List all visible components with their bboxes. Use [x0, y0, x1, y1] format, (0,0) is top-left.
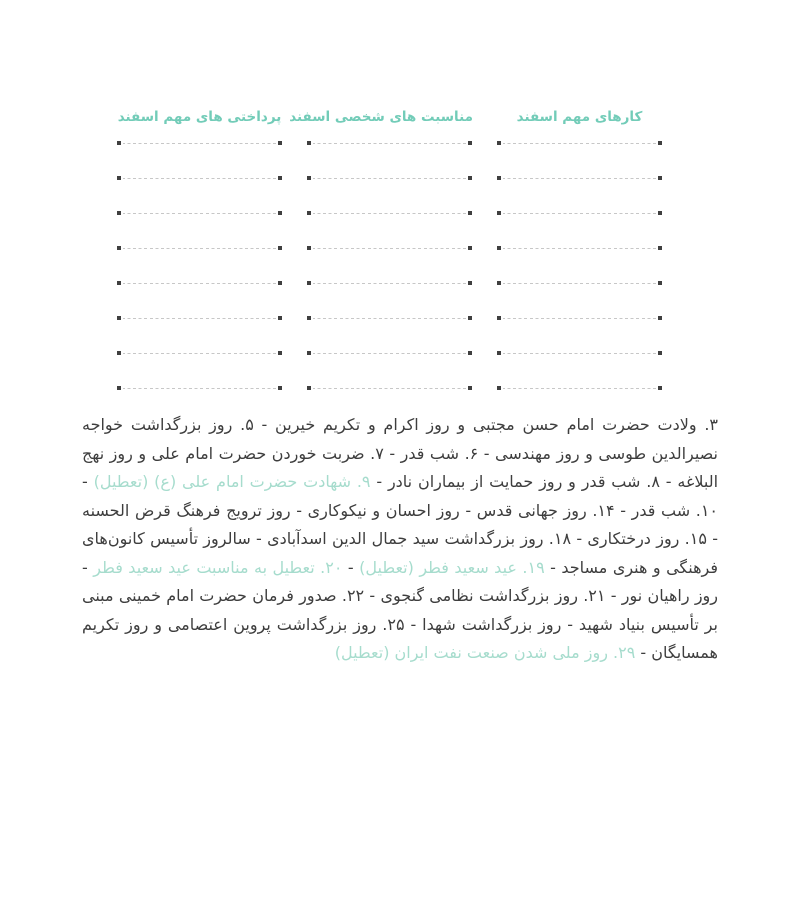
- events-text-segment: - ۱۰. شب قدر - ۱۴. روز جهانی قدس - روز احسان و نیکوکاری - روز ترویج فرهنگ قرض الحسنه - ۱۵. روز درختکاری - ۱۸. روز بزرگداشت سید جمال الدین اسدآبادی - سالروز تأسیس کانون‌های فرهنگی و هنری مساجد -: [82, 472, 719, 577]
- dash-rule: [503, 248, 656, 249]
- dash-rule: [123, 248, 276, 249]
- dash-rule: [313, 248, 466, 249]
- writing-line-slot: [306, 248, 473, 283]
- dash-rule: [313, 353, 466, 354]
- dash-rule: [503, 283, 656, 284]
- dotted-writing-line: [307, 176, 472, 181]
- dotted-writing-line: [117, 246, 282, 251]
- writing-line-slot: [116, 143, 283, 178]
- events-text-segment: ۳. ولادت حضرت امام حسن مجتبی و روز اکرام و تکریم خیرین - ۵. روز بزرگداشت خواجه نصیرالدین طوسی و روز مهندسی - ۶. شب قدر - ۷. ضربت خوردن حضرت امام علی و روز نهج البلاغه - ۸. شب قدر و روز حمایت از بیماران نادر -: [82, 415, 719, 491]
- events-holiday-segment: ۲۹. روز ملی شدن صنعت نفت ایران (تعطیل): [334, 643, 636, 662]
- dash-rule: [123, 178, 276, 179]
- dotted-writing-line: [497, 246, 662, 251]
- writing-line-slot: [496, 178, 663, 213]
- writing-line-slot: [116, 353, 283, 388]
- dotted-writing-line: [497, 386, 662, 391]
- writing-line-slot: [496, 318, 663, 353]
- dash-rule: [313, 178, 466, 179]
- column-title: کارهای مهم اسفند: [516, 109, 643, 125]
- events-holiday-segment: ۹. شهادت حضرت امام علی (ع) (تعطیل): [93, 472, 371, 491]
- events-holiday-segment: ۱۹. عید سعید فطر (تعطیل): [359, 557, 545, 577]
- dash-rule: [313, 318, 466, 319]
- column-title: پرداختی های مهم اسفند: [117, 109, 282, 125]
- dash-rule: [503, 388, 656, 389]
- column-payments: [116, 108, 283, 423]
- writing-lines: [306, 143, 473, 423]
- writing-line-slot: [306, 353, 473, 388]
- writing-line-slot: [496, 213, 663, 248]
- dotted-writing-line: [497, 316, 662, 321]
- dotted-writing-line: [497, 176, 662, 181]
- planner-columns-section: [116, 108, 663, 423]
- writing-line-slot: [306, 213, 473, 248]
- dotted-writing-line: [307, 211, 472, 216]
- dash-rule: [313, 143, 466, 144]
- dotted-writing-line: [117, 281, 282, 286]
- writing-line-slot: [306, 318, 473, 353]
- dash-rule: [503, 178, 656, 179]
- writing-line-slot: [496, 388, 663, 423]
- dotted-writing-line: [307, 386, 472, 391]
- dash-rule: [313, 283, 466, 284]
- dotted-writing-line: [497, 211, 662, 216]
- dash-rule: [123, 213, 276, 214]
- writing-lines: [116, 143, 283, 423]
- dotted-writing-line: [307, 141, 472, 146]
- events-text-segment: -: [342, 557, 360, 577]
- dash-rule: [313, 388, 466, 389]
- dash-rule: [123, 318, 276, 319]
- column-title: مناسبت های شخصی اسفند: [289, 109, 473, 125]
- writing-line-slot: [116, 283, 283, 318]
- writing-line-slot: [306, 283, 473, 318]
- dotted-writing-line: [307, 316, 472, 321]
- events-text-segment: - روز راهیان نور - ۲۱. روز بزرگداشت نظامی گنجوی - ۲۲. صدور فرمان حضرت امام خمینی مبنی بر تأسیس بنیاد شهید - روز بزرگداشت شهدا - ۲۵. روز بزرگداشت پروین اعتصامی و روز تکریم همسایگان -: [82, 557, 719, 662]
- column-important-tasks: [496, 108, 663, 423]
- dotted-writing-line: [117, 316, 282, 321]
- writing-line-slot: [496, 143, 663, 178]
- writing-line-slot: [116, 178, 283, 213]
- writing-line-slot: [496, 353, 663, 388]
- dash-rule: [313, 213, 466, 214]
- dotted-writing-line: [307, 281, 472, 286]
- dotted-writing-line: [497, 351, 662, 356]
- writing-line-slot: [306, 388, 473, 423]
- writing-line-slot: [116, 318, 283, 353]
- dotted-writing-line: [117, 351, 282, 356]
- writing-line-slot: [496, 283, 663, 318]
- dotted-writing-line: [497, 281, 662, 286]
- writing-line-slot: [116, 213, 283, 248]
- dotted-writing-line: [307, 351, 472, 356]
- dotted-writing-line: [307, 246, 472, 251]
- dash-rule: [123, 143, 276, 144]
- dotted-writing-line: [497, 141, 662, 146]
- writing-line-slot: [496, 248, 663, 283]
- dash-rule: [503, 353, 656, 354]
- dash-rule: [123, 283, 276, 284]
- writing-line-slot: [116, 388, 283, 423]
- dotted-writing-line: [117, 141, 282, 146]
- writing-line-slot: [116, 248, 283, 283]
- dotted-writing-line: [117, 211, 282, 216]
- writing-lines: [496, 143, 663, 423]
- dash-rule: [123, 388, 276, 389]
- events-holiday-segment: ۲۰. تعطیل به مناسبت عید سعید فطر: [93, 557, 343, 577]
- month-events-paragraph: [82, 411, 718, 668]
- dotted-writing-line: [117, 386, 282, 391]
- column-personal-events: [289, 108, 473, 423]
- dash-rule: [123, 353, 276, 354]
- dotted-writing-line: [117, 176, 282, 181]
- dash-rule: [503, 143, 656, 144]
- dash-rule: [503, 318, 656, 319]
- planner-page: [0, 108, 800, 908]
- writing-line-slot: [306, 178, 473, 213]
- writing-line-slot: [306, 143, 473, 178]
- dash-rule: [503, 213, 656, 214]
